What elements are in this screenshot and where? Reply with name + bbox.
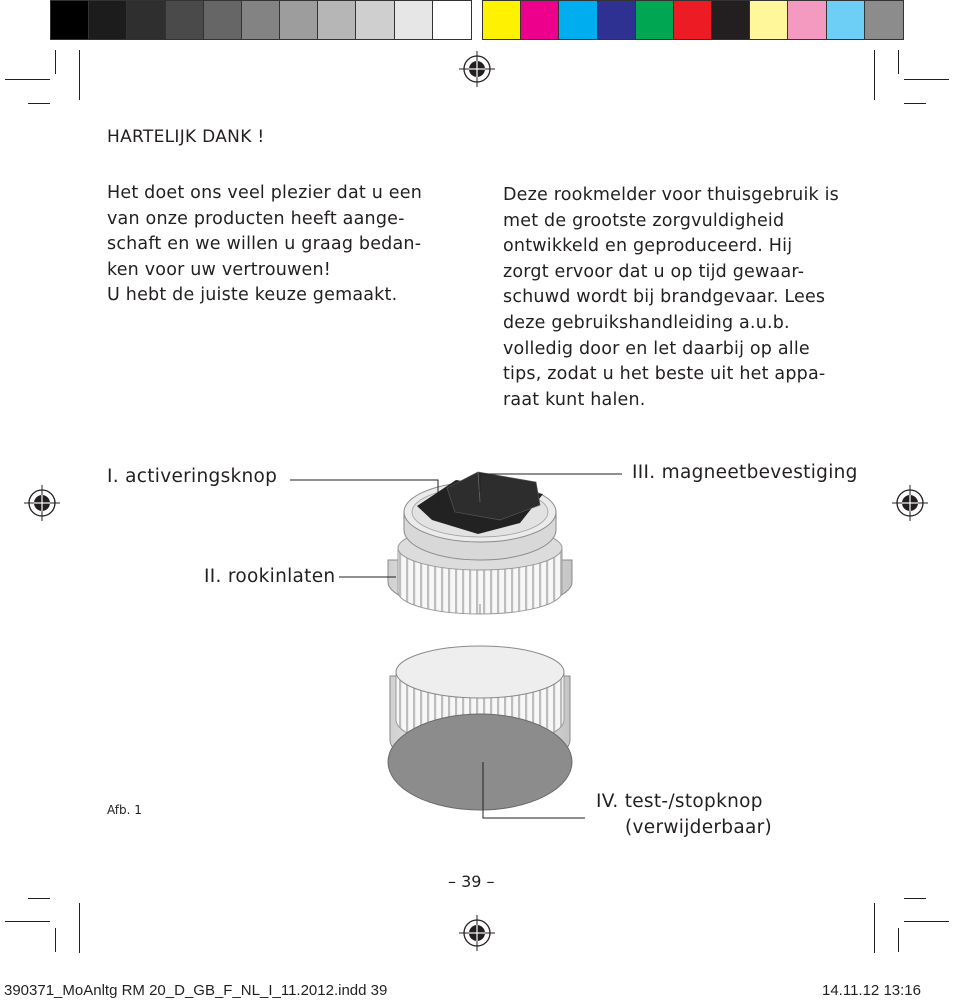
crop-mark — [5, 921, 50, 922]
crop-mark — [79, 50, 80, 100]
intro-line: van onze producten heeft aange- — [107, 208, 405, 229]
color-swatch — [636, 1, 674, 39]
label-magnet-mount: III. magneetbevestiging — [632, 462, 858, 483]
crop-mark — [874, 903, 875, 953]
registration-mark-icon — [459, 915, 495, 951]
body-line: met de grootste zorgvuldigheid — [503, 210, 785, 231]
label-test-stop-button: IV. test-/stopknop — [596, 791, 763, 812]
crop-mark — [5, 79, 50, 80]
label-activation-button: I. activeringsknop — [107, 466, 278, 487]
intro-line: ken voor uw vertrouwen! — [107, 259, 331, 280]
crop-mark — [904, 79, 949, 80]
color-swatch — [559, 1, 597, 39]
figure-caption: Afb. 1 — [107, 803, 142, 817]
intro-line: schaft en we willen u graag bedan- — [107, 234, 422, 255]
process-color-bar — [482, 0, 904, 40]
footer-datetime: 14.11.12 13:16 — [822, 982, 921, 999]
label-smoke-inlets: II. rookinlaten — [204, 566, 336, 587]
gray-swatch — [242, 1, 280, 39]
crop-mark — [55, 928, 56, 952]
body-line: raat kunt halen. — [503, 389, 646, 410]
intro-line: U hebt de juiste keuze gemaakt. — [107, 285, 398, 306]
color-swatch — [483, 1, 521, 39]
gray-swatch — [356, 1, 394, 39]
color-swatch — [521, 1, 559, 39]
page-number: – 39 – — [448, 872, 495, 891]
color-swatch — [865, 1, 903, 39]
crop-mark — [898, 50, 899, 74]
color-swatch — [788, 1, 826, 39]
crop-mark — [79, 903, 80, 953]
crop-mark — [55, 50, 56, 74]
page-heading: HARTELIJK DANK ! — [107, 127, 265, 147]
body-paragraph — [503, 183, 839, 413]
gray-swatch — [433, 1, 471, 39]
footer-file-name: 390371_MoAnltg RM 20_D_GB_F_NL_I_11.2012.indd 39 — [4, 982, 388, 999]
label-removable: (verwijderbaar) — [625, 817, 773, 838]
crop-mark — [904, 898, 926, 899]
body-line: tips, zodat u het beste uit het appa- — [503, 364, 826, 385]
crop-mark — [904, 921, 949, 922]
smoke-detector-illustration — [0, 440, 954, 840]
body-line: schuwd wordt bij brandgevaar. Lees — [503, 287, 826, 308]
color-swatch — [712, 1, 750, 39]
color-swatch — [750, 1, 788, 39]
gray-swatch — [280, 1, 318, 39]
body-line: Deze rookmelder voor thuisgebruik is — [503, 185, 839, 205]
registration-mark-icon — [459, 51, 495, 87]
gray-swatch — [89, 1, 127, 39]
body-line: zorgt ervoor dat u op tijd gewaar- — [503, 261, 805, 282]
intro-line: Het doet ons veel plezier dat u een — [107, 183, 422, 203]
detector-bottom-unit — [388, 646, 572, 810]
crop-mark — [904, 103, 926, 104]
detector-top-unit — [388, 472, 572, 614]
color-swatch — [674, 1, 712, 39]
body-line: deze gebruikshandleiding a.u.b. — [503, 312, 790, 333]
gray-swatch — [204, 1, 242, 39]
gray-swatch — [127, 1, 165, 39]
crop-mark — [874, 50, 875, 100]
gray-swatch — [395, 1, 433, 39]
body-line: volledig door en let daarbij op alle — [503, 338, 810, 359]
gray-swatch — [51, 1, 89, 39]
color-swatch — [598, 1, 636, 39]
grayscale-color-bar — [50, 0, 472, 40]
gray-swatch — [166, 1, 204, 39]
color-swatch — [827, 1, 865, 39]
intro-paragraph — [107, 181, 422, 309]
body-line: ontwikkeld en geproduceerd. Hij — [503, 236, 793, 257]
crop-mark — [898, 928, 899, 952]
crop-mark — [28, 898, 50, 899]
gray-swatch — [318, 1, 356, 39]
crop-mark — [28, 103, 50, 104]
